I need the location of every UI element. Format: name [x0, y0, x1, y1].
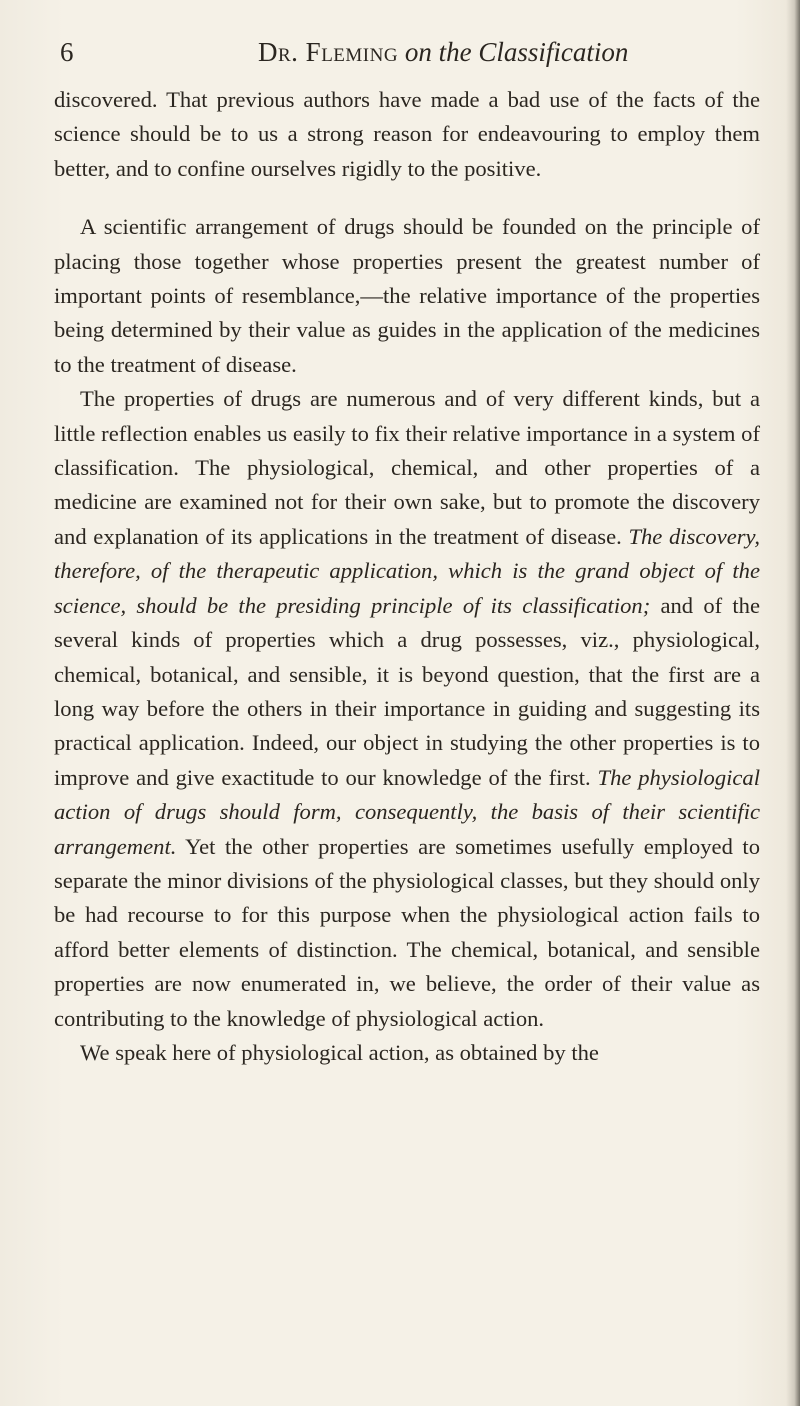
- page-header: [60, 32, 760, 72]
- text-segment: The properties of drugs are numerous and of very different kinds, but a little reflection enables us easily to fix their relative importance in a system of classification. The physiological, chemical, and other properties of a medicine are examined not for their own sake, but to promote the discovery and explanation of its applications in the treatment of disease.: [54, 386, 760, 549]
- italic-text-segment: The discovery, therefore, of the therapeutic application, which is the grand object of the science, should be the presiding principle of its classification;: [54, 523, 760, 618]
- text-segment: A scientific arrangement of drugs should be founded on the principle of placing those together whose properties present the greatest number of important points of resemblance,—the relative importance of the properties being determined by their value as guides in the application of the medicines to the treatment of disease.: [54, 214, 760, 377]
- running-head-title: on the Classification: [404, 37, 629, 67]
- body-text: [54, 83, 760, 1070]
- page-number: 6: [60, 37, 74, 67]
- page-edge-shadow: [786, 0, 800, 1406]
- paragraph-2: [54, 210, 760, 382]
- paragraph-1: [54, 83, 760, 186]
- text-segment: Yet the other properties are sometimes usefully employed to separate the minor divisions of the physiological classes, but they should only be had recourse to for this purpose when the physiological action fails to afford better elements of distinction. The chemical, botanical, and sensible properties are now enumerated in, we believe, the order of their value as contributing to the knowledge of physiological action.: [54, 833, 760, 1031]
- paragraph-4: [54, 1036, 760, 1070]
- italic-text-segment: The physiological action of drugs should form, consequently, the basis of their scientific arrangement.: [54, 764, 761, 859]
- running-head-author: Dr. Fleming: [258, 37, 399, 67]
- text-segment: and of the several kinds of properties which a drug possesses, viz., physiological, chemical, botanical, and sensible, it is beyond question, that the first are a long way before the others in their importance in guiding and suggesting its practical application. Indeed, our object in studying the other properties is to improve and give exactitude to our knowledge of the first.: [54, 592, 760, 790]
- text-segment: We speak here of physiological action, as obtained by the: [80, 1039, 599, 1065]
- paragraph-3: [54, 382, 760, 1036]
- running-head: [258, 32, 628, 72]
- text-segment: discovered. That previous authors have made a bad use of the facts of the science should be to us a strong reason for endeavouring to employ them better, and to confine ourselves rigidly to the positive.: [54, 87, 760, 181]
